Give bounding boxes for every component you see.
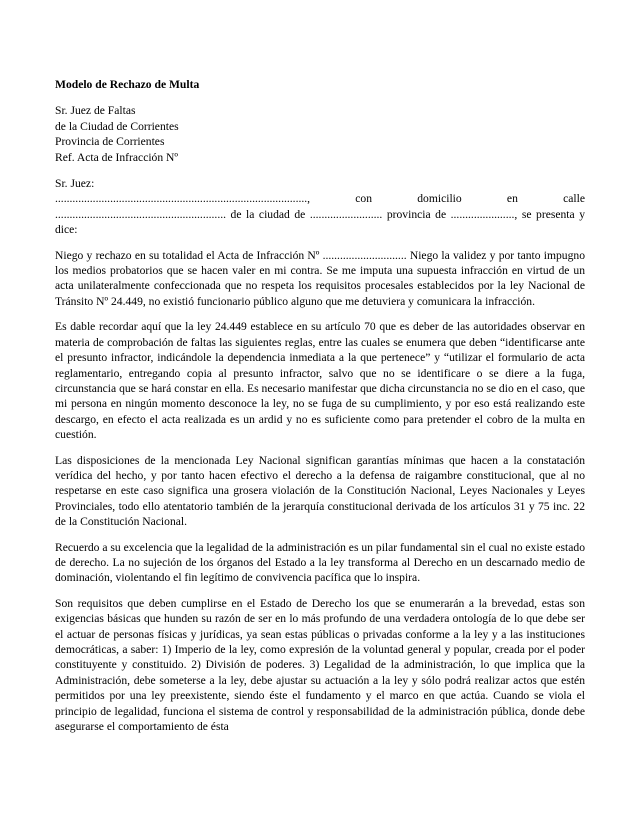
paragraph-ley-24449: Es dable recordar aquí que la ley 24.449 establece en su artículo 70 que es deber de las autoridades observar en materia de comprobación de faltas las siguientes reglas, entre las cuales se enumera que deben “identificarse ante el presunto infractor, indicándole la dependencia inmediata a la que pertenece” y “utilizar el formulario de acta reglamentario, entregando copia al presunto infractor, salvo que no se identificare o se diere a la fuga, circunstancia que se hará constar en ella. Es necesario manifestar que dicha circunstancia no se dio en el caso, que mi persona en ningún momento desconoce la ley, no se fuga de su cumplimiento, y por eso está realizando este descargo, en efecto el acta realizada es un ardid y no es suficiente como para pretender el cobro de la multa en cuestión. [55, 320, 585, 442]
name-blank: ......................................................................................., [55, 192, 311, 206]
address-line-province: Provincia de Corrientes [55, 135, 165, 149]
paragraph-legalidad: Recuerdo a su excelencia que la legalidad de la administración es un pilar fundamental sin el cual no existe estado de derecho. La no sujeción de los órganos del Estado a la ley transforma al Derecho en un descarnado medio de dominación, violentando el fin legítimo de convivencia pacífica que lo inspira. [55, 540, 585, 585]
intro-word-calle: calle [563, 192, 585, 206]
address-line-judge: Sr. Juez de Faltas [55, 104, 136, 118]
document-title: Modelo de Rechazo de Multa [55, 78, 200, 91]
intro-line-2: ........................................................... de la ciudad de ......................... provincia de ......................, se presenta y dice: [55, 207, 585, 237]
address-line-city: de la Ciudad de Corrientes [55, 119, 179, 133]
intro-word-domicilio: domicilio [417, 192, 462, 206]
intro-line-1 [55, 191, 585, 206]
paragraph-disposiciones: Las disposiciones de la mencionada Ley Nacional significan garantías mínimas que hacen a la constatación verídica del hecho, y por tanto hacen efectivo el derecho a la defensa de raigambre constitucional, que al no respetarse en este caso significa una grosera violación de la Constitución Nacional, Leyes Nacionales y Leyes Provinciales, todo ello atentatorio también de la jerarquía constitucional derivada de los artículos 31 y 75 inc. 22 de la Constitución Nacional. [55, 453, 585, 529]
intro-word-con: con [355, 192, 373, 206]
address-line-reference: Ref. Acta de Infracción Nº [55, 150, 179, 164]
address-block [55, 103, 585, 165]
paragraph-requisitos: Son requisitos que deben cumplirse en el Estado de Derecho los que se enumerarán a la brevedad, estas son exigencias básicas que hunden su razón de ser en lo más profundo de una verdadera ontología de lo que debe ser el actuar de personas físicas y jurídicas, ya sean estas públicas o privadas conforme a la ley y a las instituciones democráticas, a saber: 1) Imperio de la ley, como expresión de la voluntad general y popular, creada por el poder constituyente y constituido. 2) División de poderes. 3) Legalidad de la administración, lo que implica que la Administración, debe someterse a la ley, debe ajustar su actuación a la ley y sólo podrá realizar actos que estén permitidos por una ley preexistente, siendo éste el fundamento y el marco en que actúa. Cuando se viola el principio de legalidad, funciona el sistema de control y responsabilidad de la administración pública, donde debe asegurarse el comportamiento de ésta [55, 596, 585, 734]
paragraph-rechazo: Niego y rechazo en su totalidad el Acta de Infracción Nº ............................. Niego la validez y por tanto impugno los medios probatorios que se hacen valer en mi contra. Se me imputa una supuesta infracción en virtud de un acta unilateralmente confeccionada que no respeta los requisitos procesales establecidos por la ley Nacional de Tránsito Nº 24.449, no existió funcionario público alguno que me detuviera y comunicara la infracción. [55, 248, 585, 308]
salutation: Sr. Juez: [55, 177, 95, 191]
intro-block [55, 176, 585, 238]
document-page [55, 77, 585, 744]
intro-word-en: en [506, 192, 518, 206]
